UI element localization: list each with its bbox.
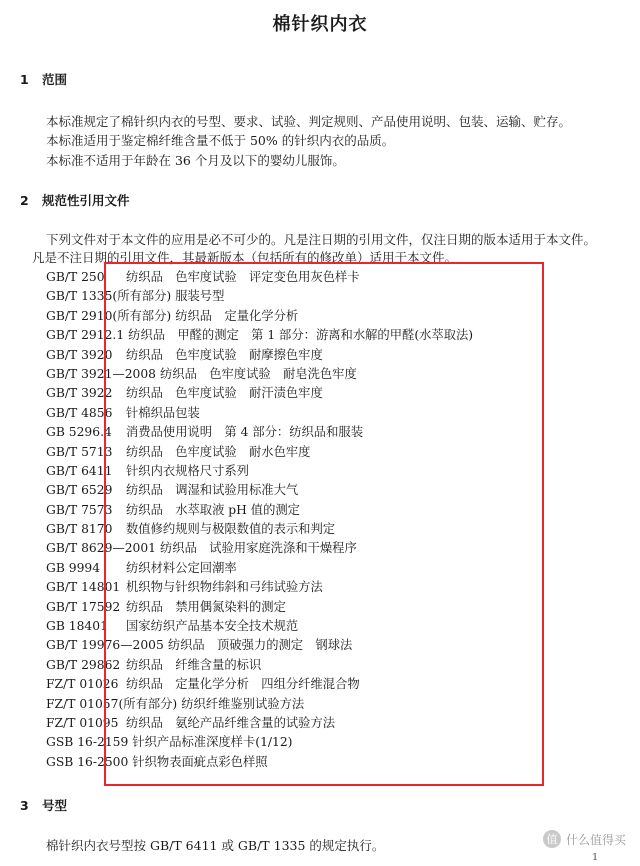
reference-code: GB 5296.4	[46, 425, 112, 440]
watermark-logo-icon: 值	[543, 830, 561, 848]
reference-code: GB/T 6529	[46, 483, 113, 498]
section-title: 规范性引用文件	[42, 193, 130, 208]
reference-code: GB/T 17592	[46, 599, 121, 614]
reference-code: FZ/T 01026	[46, 677, 119, 692]
reference-code: GB/T 4856	[46, 405, 113, 420]
reference-code: GB/T 8170	[46, 522, 113, 537]
reference-title: 纺织品 色牢度试验 耐皂洗色牢度	[160, 366, 357, 381]
reference-title: 纺织品 定量化学分析 四组分纤维混合物	[126, 677, 360, 692]
reference-title: 纺织品 定量化学分析	[175, 308, 299, 323]
section-2-intro-line-2: 凡是不注日期的引用文件，其最新版本（包括所有的修改单）适用于本文件。	[32, 250, 458, 265]
reference-code: GB/T 3921—2008	[46, 366, 156, 381]
reference-code: GB 9994	[46, 560, 101, 575]
reference-title: 针织产品标准深度样卡(1/12)	[132, 735, 293, 750]
reference-title: 纺织品 色牢度试验 耐汗渍色牢度	[126, 386, 323, 401]
reference-code: GB/T 3920	[46, 347, 113, 362]
reference-title: 机织物与针织物纬斜和弓纬试验方法	[126, 580, 323, 595]
reference-code: GB/T 19976—2005	[46, 638, 164, 653]
reference-title: 纺织品 色牢度试验 耐水色牢度	[126, 444, 311, 459]
reference-code: GB 18401	[46, 619, 108, 634]
section-number: 3	[20, 798, 29, 813]
document-title: 棉针织内衣	[272, 14, 368, 35]
section-1-paragraph-2: 本标准适用于鉴定棉纤维含量不低于 50% 的针织内衣的品质。	[46, 133, 395, 148]
reference-title: 纺织品 试验用家庭洗涤和干燥程序	[160, 541, 357, 556]
reference-title: 纺织品 色牢度试验 耐摩擦色牢度	[126, 347, 323, 362]
section-number: 1	[20, 72, 29, 87]
reference-code: GB/T 5713	[46, 444, 113, 459]
reference-title: 针织物表面疵点彩色样照	[132, 754, 268, 769]
section-1-paragraph-3: 本标准不适用于年龄在 36 个月及以下的婴幼儿服饰。	[46, 153, 345, 168]
reference-code: GSB 16-2159	[46, 735, 129, 750]
reference-title: 针织内衣规格尺寸系列	[126, 463, 249, 478]
reference-code: GB/T 1335(所有部分)	[46, 289, 172, 304]
watermark-text: 什么值得买	[565, 832, 626, 847]
reference-code: GB/T 6411	[46, 463, 113, 478]
section-2-intro-line-1: 下列文件对于本文件的应用是必不可少的。凡是注日期的引用文件，仅注日期的版本适用于本文件。	[46, 232, 597, 247]
reference-title: 针棉织品包装	[126, 405, 200, 420]
reference-code: GB/T 7573	[46, 502, 113, 517]
reference-title: 服装号型	[175, 289, 225, 304]
reference-code: GB/T 14801	[46, 580, 121, 595]
reference-code: GB/T 8629—2001	[46, 541, 156, 556]
reference-code: GSB 16-2500	[46, 754, 129, 769]
reference-code: GB/T 2912.1	[46, 328, 125, 343]
reference-title: 纺织品 调湿和试验用标准大气	[126, 483, 299, 498]
reference-code: GB/T 250	[46, 270, 105, 284]
section-3-paragraph: 棉针织内衣号型按 GB/T 6411 或 GB/T 1335 的规定执行。	[46, 838, 385, 853]
reference-title: 纺织品 甲醛的测定 第 1 部分：游离和水解的甲醛(水萃取法)	[128, 328, 474, 343]
section-title: 号型	[42, 798, 68, 813]
reference-title: 纺织材料公定回潮率	[126, 560, 237, 575]
reference-title: 纺织品 氨纶产品纤维含量的试验方法	[126, 715, 336, 730]
reference-title: 消费品使用说明 第 4 部分：纺织品和服装	[126, 425, 363, 440]
page-number: 1	[592, 853, 598, 863]
reference-title: 纺织品 色牢度试验 评定变色用灰色样卡	[126, 270, 360, 284]
reference-code: FZ/T 01095	[46, 715, 119, 730]
reference-title: 纺织品 纤维含量的标识	[126, 657, 262, 672]
section-2-heading	[20, 191, 130, 209]
reference-code: GB/T 2910(所有部分)	[46, 308, 172, 323]
reference-code: FZ/T 01057(所有部分)	[46, 696, 178, 711]
reference-title: 数值修约规则与极限数值的表示和判定	[126, 522, 336, 537]
section-1-paragraph-1: 本标准规定了棉针织内衣的号型、要求、试验、判定规则、产品使用说明、包装、运输、贮存。	[46, 114, 572, 129]
section-1-heading	[20, 70, 67, 88]
section-number: 2	[20, 193, 29, 208]
reference-title: 纺织纤维鉴别试验方法	[181, 696, 305, 711]
reference-title: 国家纺织产品基本安全技术规范	[126, 619, 299, 634]
section-3-heading	[20, 796, 67, 814]
reference-title: 纺织品 水萃取液 pH 值的测定	[126, 502, 300, 517]
watermark	[543, 830, 626, 848]
reference-title: 纺织品 禁用偶氮染料的测定	[126, 599, 286, 614]
section-title: 范围	[42, 72, 68, 87]
reference-title: 纺织品 顶破强力的测定 钢球法	[167, 638, 353, 653]
reference-code: GB/T 3922	[46, 386, 113, 401]
red-highlight-box	[104, 262, 544, 786]
reference-code: GB/T 29862	[46, 657, 121, 672]
